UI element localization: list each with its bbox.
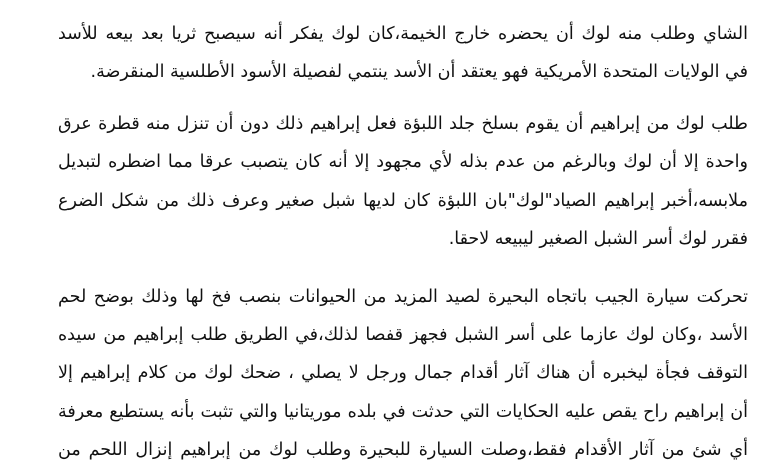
text-line: فقرر لوك أسر الشبل الصغير ليبيعه لاحقا. (448, 229, 748, 249)
text-line: الشاي وطلب منه لوك أن يحضره خارج الخيمة،كان لوك يفكر أنه سيصبح ثريا بعد بيعه للأسد (58, 24, 748, 44)
text-line: طلب لوك من إبراهيم أن يقوم بسلخ جلد اللبؤة فعل إبراهيم ذلك دون أن تنزل منه قطرة عرق (58, 114, 748, 134)
text-line: تحركت سيارة الجيب باتجاه البحيرة لصيد المزيد من الحيوانات بنصب فخ لها وذلك بوضح لحم (58, 287, 748, 307)
text-line: الأسد ،وكان لوك عازما على أسر الشبل فجهز قفصا لذلك،في الطريق طلب إبراهيم من سيده (58, 325, 748, 345)
text-line: أي شئ من آثار الأقدام فقط،وصلت السيارة للبحيرة وطلب لوك من إبراهيم إنزال اللحم من (58, 440, 748, 460)
text-line: أن إبراهيم راح يقص عليه الحكايات التي حدثت في بلده موريتانيا والتي تثبت بأنه يستطيع معرفة (58, 402, 748, 422)
text-line: في الولايات المتحدة الأمريكية فهو يعتقد أن الأسد ينتمي لفصيلة الأسود الأطلسية المنقرضة. (90, 62, 748, 82)
text-line: واحدة إلا أن لوك وبالرغم من عدم بذله لأي مجهود إلا أنه كان يتصبب عرقا مما اضطره لتبديل (58, 152, 748, 172)
text-line: التوقف فجأة ليخبره أن هناك آثار أقدام جمال ورجل لا يصلي ، ضحك لوك من كلام إبراهيم إلا (58, 363, 748, 383)
text-line: ملابسه،أخبر إبراهيم الصياد"لوك"بان اللبؤة كان لديها شبل صغير وعرف ذلك من شكل الضرع (58, 191, 748, 211)
